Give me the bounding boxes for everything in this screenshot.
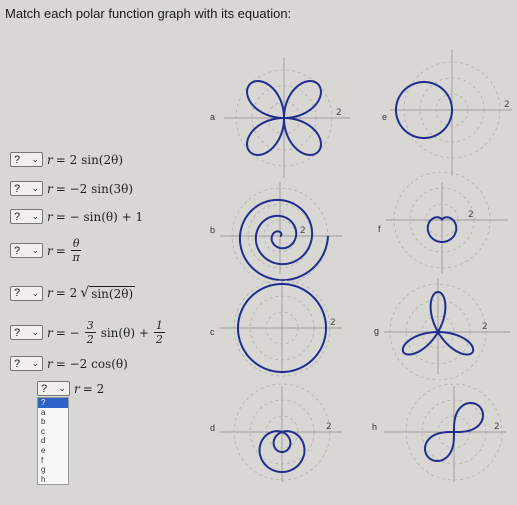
answer-select-7[interactable]: ? ⌄ xyxy=(10,356,43,371)
dropdown-option[interactable]: e xyxy=(41,445,46,455)
equation-row-5 xyxy=(10,285,135,301)
chevron-down-icon: ⌄ xyxy=(31,245,39,255)
chevron-down-icon: ⌄ xyxy=(31,327,39,337)
dropdown-option[interactable]: g xyxy=(41,465,46,475)
fraction: $\frac{\theta}{\pi}$ xyxy=(72,237,80,264)
equation-7: r = −2 cos(θ) xyxy=(47,356,128,371)
graph-label-f: f xyxy=(378,224,381,234)
equation-5: r = 2 √ sin(2θ) xyxy=(47,285,134,301)
dropdown-option[interactable]: d xyxy=(41,436,46,446)
graph-label-h: h xyxy=(372,422,378,432)
equation-6: r = − $\frac{3}{2}$ sin(θ) + $\frac{1}{2}$ xyxy=(47,319,163,346)
axis-tick-label: 2 xyxy=(330,318,336,328)
dropdown-option[interactable]: ? xyxy=(38,398,68,408)
dropdown-option[interactable]: f xyxy=(41,455,44,465)
chevron-down-icon: ⌄ xyxy=(31,183,39,193)
polar-graph-g xyxy=(382,276,512,376)
equation-row-7 xyxy=(10,356,128,371)
square-root: √ sin(2θ) xyxy=(80,285,134,301)
fraction: $\frac{3}{2}$ xyxy=(86,319,94,346)
equation-4: r = $\frac{\theta}{\pi}$ xyxy=(47,237,80,264)
equation-8: r = 2 xyxy=(74,381,105,396)
axis-tick-label: 2 xyxy=(494,422,500,432)
chevron-down-icon: ⌄ xyxy=(31,287,39,298)
answer-select-8[interactable]: ? ⌄ xyxy=(37,381,70,396)
graph-label-c: c xyxy=(210,327,215,337)
axis-tick-label: 2 xyxy=(336,108,342,118)
axis-tick-label: 2 xyxy=(326,422,332,432)
graph-label-e: e xyxy=(382,112,388,122)
answer-select-4[interactable]: ? ⌄ xyxy=(10,243,43,258)
polar-graph-d xyxy=(218,384,344,484)
dropdown-option[interactable]: h xyxy=(41,474,46,484)
graph-label-g: g xyxy=(374,326,380,336)
equation-3: r = − sin(θ) + 1 xyxy=(47,209,144,224)
chevron-down-icon: ⌄ xyxy=(31,358,39,368)
axis-tick-label: 2 xyxy=(300,226,306,236)
axis-tick-label: 2 xyxy=(482,322,488,332)
polar-curve xyxy=(240,200,328,280)
equation-row-1 xyxy=(10,152,123,167)
dropdown-option[interactable]: b xyxy=(41,417,46,427)
equation-row-2 xyxy=(10,181,133,196)
instruction-text: Match each polar function graph with its equation: xyxy=(5,6,292,21)
polar-graph-h xyxy=(382,384,508,484)
equation-1: r = 2 sin(2θ) xyxy=(47,152,124,167)
polar-graph-a xyxy=(222,56,352,180)
graph-label-a: a xyxy=(210,112,216,122)
graph-label-b: b xyxy=(210,225,216,235)
equation-row-3 xyxy=(10,209,143,224)
chevron-down-icon: ⌄ xyxy=(31,211,39,221)
dropdown-option[interactable]: c xyxy=(41,426,45,436)
equation-row-4 xyxy=(10,238,83,263)
equation-2: r = −2 sin(3θ) xyxy=(47,181,134,196)
equation-row-6 xyxy=(10,320,167,345)
answer-select-3[interactable]: ? ⌄ xyxy=(10,209,43,224)
answer-select-1[interactable]: ? ⌄ xyxy=(10,152,43,167)
chevron-down-icon: ⌄ xyxy=(31,154,39,164)
answer-select-5[interactable]: ? ⌄ xyxy=(10,286,43,301)
chevron-down-icon: ⌄ xyxy=(58,383,66,393)
axis-tick-label: 2 xyxy=(504,100,510,110)
fraction: $\frac{1}{2}$ xyxy=(155,319,163,346)
polar-graph-e xyxy=(388,48,514,178)
axis-tick-label: 2 xyxy=(468,210,474,220)
polar-graph-c xyxy=(218,276,344,376)
polar-graph-f xyxy=(384,180,510,276)
dropdown-menu xyxy=(37,397,69,485)
polar-graph-b xyxy=(218,180,344,276)
dropdown-option[interactable]: a xyxy=(41,407,46,417)
equation-row-8 xyxy=(37,381,104,396)
answer-select-2[interactable]: ? ⌄ xyxy=(10,181,43,196)
answer-select-6[interactable]: ? ⌄ xyxy=(10,325,43,340)
graph-label-d: d xyxy=(210,423,216,433)
